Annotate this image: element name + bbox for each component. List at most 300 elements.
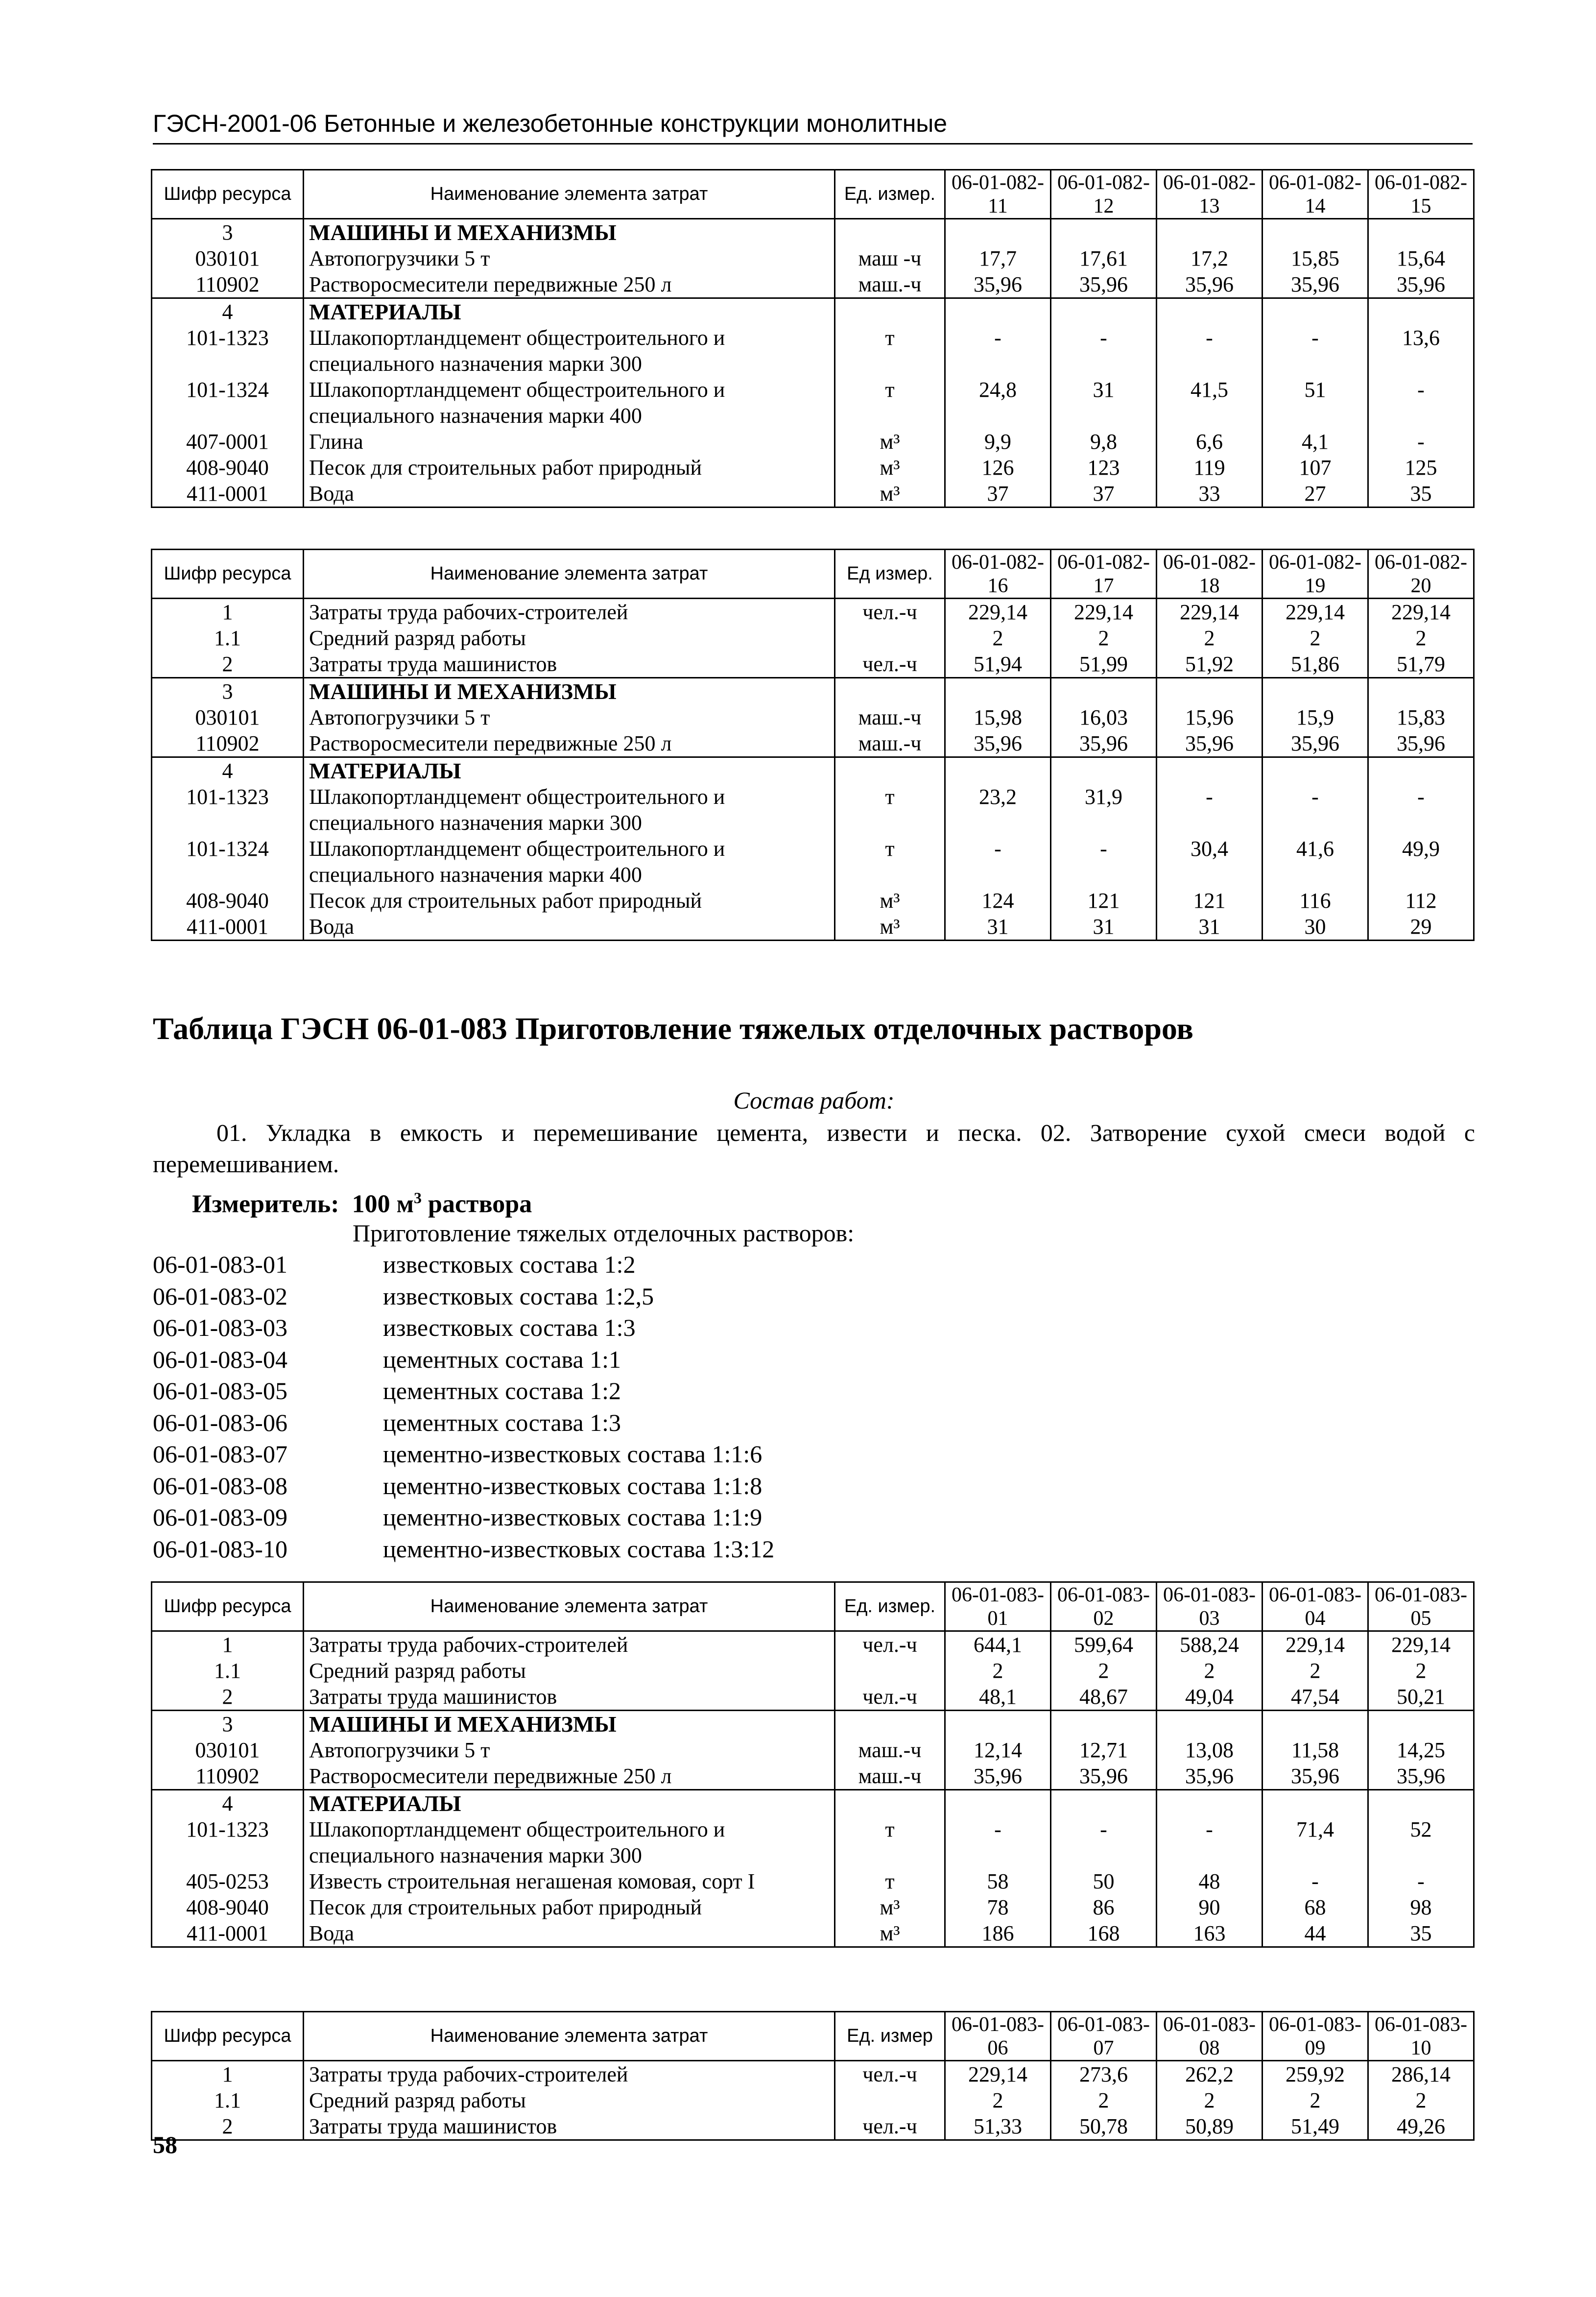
element-name: Вода (304, 914, 835, 941)
value-cell: 2 (1157, 1658, 1263, 1684)
value-cell: 50,89 (1157, 2113, 1263, 2140)
value-cell: 35 (1368, 481, 1474, 508)
section-row (152, 219, 1474, 246)
value-cell: 16,03 (1051, 704, 1157, 730)
unit-cell: м³ (835, 888, 945, 914)
value-cell: 47,54 (1263, 1684, 1368, 1711)
value-cell: 163 (1157, 1920, 1263, 1947)
value-cell: 17,61 (1051, 245, 1157, 271)
unit-cell: т (835, 325, 945, 377)
header-norm-code: 06-01-082-15 (1368, 170, 1474, 219)
unit-cell (835, 219, 945, 246)
unit-cell: м³ (835, 914, 945, 941)
unit-cell: маш.-ч (835, 730, 945, 757)
value-cell (1368, 757, 1474, 784)
value-cell: 51,49 (1263, 2113, 1368, 2140)
value-cell: 15,64 (1368, 245, 1474, 271)
value-cell: 31,9 (1051, 784, 1157, 836)
header-norm-code: 06-01-083-10 (1368, 2012, 1474, 2061)
unit-of-measure (192, 1182, 532, 1220)
list-item (153, 1407, 887, 1439)
unit-cell: чел.-ч (835, 2113, 945, 2140)
unit-cell (835, 1790, 945, 1817)
element-name: Шлакопортландцемент общестроительного и специального назначения марки 300 (304, 1816, 835, 1868)
value-cell: 4,1 (1263, 429, 1368, 455)
table-row (152, 2087, 1474, 2113)
value-cell: 30 (1263, 914, 1368, 941)
unit-cell: т (835, 784, 945, 836)
header-element-name: Наименование элемента затрат (304, 170, 835, 219)
value-cell: 35,96 (1368, 730, 1474, 757)
element-name: Шлакопортландцемент общестроительного и специального назначения марки 300 (304, 325, 835, 377)
table-row (152, 625, 1474, 651)
value-cell (1157, 1711, 1263, 1738)
resource-code: 2 (152, 651, 304, 678)
unit-cell (835, 757, 945, 784)
value-cell: 9,8 (1051, 429, 1157, 455)
value-cell: 262,2 (1157, 2061, 1263, 2088)
value-cell: 31 (945, 914, 1051, 941)
table-row (152, 1763, 1474, 1790)
header-resource-code: Шифр ресурса (152, 170, 304, 219)
value-cell: 35,96 (945, 271, 1051, 298)
header-norm-code: 06-01-082-13 (1157, 170, 1263, 219)
list-heading: Приготовление тяжелых отделочных растворов: (353, 1219, 855, 1247)
value-cell: 86 (1051, 1894, 1157, 1920)
table-row (152, 271, 1474, 298)
resource-code: 101-1324 (152, 836, 304, 888)
resource-code: 1.1 (152, 625, 304, 651)
list-item-code: 06-01-083-02 (153, 1282, 287, 1310)
element-name: Затраты труда рабочих-строителей (304, 599, 835, 626)
table-row (152, 1920, 1474, 1947)
list-item (153, 1312, 887, 1344)
value-cell: - (1368, 1868, 1474, 1894)
value-cell: 31 (1051, 377, 1157, 429)
table-row (152, 1894, 1474, 1920)
unit-cell (835, 678, 945, 705)
resource-code: 1.1 (152, 2087, 304, 2113)
meter-superscript: 3 (414, 1189, 422, 1207)
header-norm-code: 06-01-082-19 (1263, 550, 1368, 599)
value-cell: 12,14 (945, 1737, 1051, 1763)
section-row (152, 757, 1474, 784)
element-name: Автопогрузчики 5 т (304, 1737, 835, 1763)
table-row (152, 2113, 1474, 2140)
table-row (152, 784, 1474, 836)
list-item (153, 1470, 887, 1502)
value-cell: 15,98 (945, 704, 1051, 730)
list-item-code: 06-01-083-10 (153, 1535, 287, 1563)
value-cell (1157, 1790, 1263, 1817)
meter-suffix: раствора (422, 1190, 532, 1218)
resource-table-083-06-10 (151, 2011, 1475, 2141)
resource-table-082-11-15 (151, 169, 1475, 508)
unit-cell: т (835, 1816, 945, 1868)
resource-code: 411-0001 (152, 914, 304, 941)
unit-cell (835, 625, 945, 651)
value-cell: - (1368, 784, 1474, 836)
table-row (152, 651, 1474, 678)
unit-cell: м³ (835, 1920, 945, 1947)
list-item-text: известковых состава 1:2,5 (383, 1282, 654, 1310)
value-cell: 35 (1368, 1920, 1474, 1947)
value-cell (1263, 298, 1368, 325)
value-cell: 35,96 (1157, 1763, 1263, 1790)
value-cell: 17,7 (945, 245, 1051, 271)
element-name: Песок для строительных работ природный (304, 455, 835, 481)
value-cell: 24,8 (945, 377, 1051, 429)
resource-code: 2 (152, 1684, 304, 1711)
unit-cell (835, 2087, 945, 2113)
value-cell: - (945, 325, 1051, 377)
unit-cell (835, 1711, 945, 1738)
value-cell: 35,96 (945, 1763, 1051, 1790)
table-row (152, 245, 1474, 271)
resource-code: 3 (152, 219, 304, 246)
header-norm-code: 06-01-083-03 (1157, 1582, 1263, 1631)
value-cell: 78 (945, 1894, 1051, 1920)
value-cell: 2 (1368, 625, 1474, 651)
element-name: Средний разряд работы (304, 1658, 835, 1684)
value-cell: 68 (1263, 1894, 1368, 1920)
table-row (152, 2061, 1474, 2088)
element-name: Известь строительная негашеная комовая, сорт I (304, 1868, 835, 1894)
section-heading: МАШИНЫ И МЕХАНИЗМЫ (304, 1711, 835, 1738)
table-row (152, 325, 1474, 377)
list-item-code: 06-01-083-09 (153, 1503, 287, 1531)
element-name: Средний разряд работы (304, 2087, 835, 2113)
value-cell: 35,96 (945, 730, 1051, 757)
unit-cell (835, 298, 945, 325)
resource-code: 1.1 (152, 1658, 304, 1684)
value-cell (1368, 1790, 1474, 1817)
element-name: Затраты труда машинистов (304, 1684, 835, 1711)
value-cell: 121 (1157, 888, 1263, 914)
table-row (152, 481, 1474, 508)
resource-code: 4 (152, 1790, 304, 1817)
value-cell: 35,96 (1051, 271, 1157, 298)
list-item-text: известковых состава 1:2 (383, 1251, 636, 1278)
value-cell: 14,25 (1368, 1737, 1474, 1763)
unit-cell: маш.-ч (835, 1737, 945, 1763)
value-cell: - (945, 836, 1051, 888)
list-item-text: цементно-известковых состава 1:3:12 (383, 1535, 775, 1563)
value-cell: 35,96 (1051, 1763, 1157, 1790)
unit-cell: т (835, 836, 945, 888)
list-item-text: цементных состава 1:3 (383, 1408, 621, 1436)
value-cell: 2 (1263, 625, 1368, 651)
header-norm-code: 06-01-083-04 (1263, 1582, 1368, 1631)
value-cell: 98 (1368, 1894, 1474, 1920)
list-item (153, 1344, 887, 1376)
resource-code: 101-1323 (152, 1816, 304, 1868)
value-cell: - (945, 1816, 1051, 1868)
value-cell: 6,6 (1157, 429, 1263, 455)
value-cell: - (1263, 325, 1368, 377)
header-element-name: Наименование элемента затрат (304, 550, 835, 599)
value-cell: 119 (1157, 455, 1263, 481)
table-row (152, 1631, 1474, 1658)
value-cell (1368, 1711, 1474, 1738)
value-cell (1051, 1711, 1157, 1738)
value-cell: - (1157, 1816, 1263, 1868)
value-cell: 48,1 (945, 1684, 1051, 1711)
value-cell: 229,14 (945, 599, 1051, 626)
resource-code: 110902 (152, 271, 304, 298)
value-cell: - (1051, 325, 1157, 377)
list-item-code: 06-01-083-08 (153, 1472, 287, 1499)
value-cell: 107 (1263, 455, 1368, 481)
value-cell: 13,6 (1368, 325, 1474, 377)
element-name: Песок для строительных работ природный (304, 888, 835, 914)
value-cell: 49,9 (1368, 836, 1474, 888)
value-cell (1051, 678, 1157, 705)
unit-cell: чел.-ч (835, 599, 945, 626)
work-description: 01. Укладка в емкость и перемешивание цемента, извести и песка. 02. Затворение сухой смеси водой с перемешиванием. (153, 1119, 1475, 1178)
value-cell: 126 (945, 455, 1051, 481)
value-cell: 35,96 (1263, 1763, 1368, 1790)
value-cell: 2 (945, 2087, 1051, 2113)
table-row (152, 1737, 1474, 1763)
resource-code: 030101 (152, 704, 304, 730)
value-cell: 35,96 (1368, 1763, 1474, 1790)
table-row (152, 599, 1474, 626)
value-cell: 90 (1157, 1894, 1263, 1920)
table-row (152, 1816, 1474, 1868)
value-cell: 229,14 (1157, 599, 1263, 626)
element-name: Растворосмесители передвижные 250 л (304, 1763, 835, 1790)
value-cell: 51,79 (1368, 651, 1474, 678)
list-item-code: 06-01-083-04 (153, 1345, 287, 1373)
value-cell (1157, 219, 1263, 246)
list-item-text: цементно-известковых состава 1:1:8 (383, 1472, 762, 1499)
value-cell: 644,1 (945, 1631, 1051, 1658)
value-cell: 286,14 (1368, 2061, 1474, 2088)
value-cell: 588,24 (1157, 1631, 1263, 1658)
value-cell: 51,33 (945, 2113, 1051, 2140)
value-cell: 33 (1157, 481, 1263, 508)
value-cell: 37 (1051, 481, 1157, 508)
value-cell: 229,14 (1051, 599, 1157, 626)
value-cell: 229,14 (945, 2061, 1051, 2088)
element-name: Шлакопортландцемент общестроительного и специального назначения марки 400 (304, 377, 835, 429)
value-cell (1368, 219, 1474, 246)
unit-cell: чел.-ч (835, 1684, 945, 1711)
element-name: Растворосмесители передвижные 250 л (304, 271, 835, 298)
element-name: Глина (304, 429, 835, 455)
value-cell: 31 (1051, 914, 1157, 941)
value-cell (1051, 1790, 1157, 1817)
section-heading: МАТЕРИАЛЫ (304, 1790, 835, 1817)
value-cell: 15,96 (1157, 704, 1263, 730)
value-cell: 51,86 (1263, 651, 1368, 678)
value-cell: 35,96 (1263, 271, 1368, 298)
list-item (153, 1281, 887, 1312)
list-item-text: цементно-известковых состава 1:1:6 (383, 1440, 762, 1468)
list-item-code: 06-01-083-07 (153, 1440, 287, 1468)
element-name: Автопогрузчики 5 т (304, 704, 835, 730)
page-number: 58 (153, 2131, 177, 2158)
value-cell: 229,14 (1263, 1631, 1368, 1658)
header-norm-code: 06-01-083-06 (945, 2012, 1051, 2061)
value-cell: 12,71 (1051, 1737, 1157, 1763)
value-cell: 9,9 (945, 429, 1051, 455)
value-cell: 11,58 (1263, 1737, 1368, 1763)
header-unit: Ед. измер (835, 2012, 945, 2061)
norm-code-list (153, 1249, 887, 1565)
value-cell: 41,5 (1157, 377, 1263, 429)
table-row (152, 429, 1474, 455)
unit-cell: м³ (835, 429, 945, 455)
value-cell (1368, 298, 1474, 325)
header-resource-code: Шифр ресурса (152, 2012, 304, 2061)
unit-cell: маш -ч (835, 245, 945, 271)
resource-code: 110902 (152, 1763, 304, 1790)
unit-cell: м³ (835, 481, 945, 508)
value-cell (945, 219, 1051, 246)
unit-cell: т (835, 1868, 945, 1894)
value-cell: 52 (1368, 1816, 1474, 1868)
value-cell: 23,2 (945, 784, 1051, 836)
value-cell: 15,85 (1263, 245, 1368, 271)
value-cell: 35,96 (1051, 730, 1157, 757)
value-cell: 35,96 (1368, 271, 1474, 298)
header-unit: Ед измер. (835, 550, 945, 599)
value-cell: - (1263, 1868, 1368, 1894)
table-row (152, 730, 1474, 757)
list-item (153, 1533, 887, 1565)
value-cell (1157, 757, 1263, 784)
value-cell: 2 (1368, 1658, 1474, 1684)
header-norm-code: 06-01-082-20 (1368, 550, 1474, 599)
table-row (152, 704, 1474, 730)
value-cell (1263, 219, 1368, 246)
resource-code: 101-1323 (152, 325, 304, 377)
header-norm-code: 06-01-083-07 (1051, 2012, 1157, 2061)
header-element-name: Наименование элемента затрат (304, 2012, 835, 2061)
resource-code: 407-0001 (152, 429, 304, 455)
resource-code: 405-0253 (152, 1868, 304, 1894)
value-cell: 229,14 (1368, 1631, 1474, 1658)
resource-code: 030101 (152, 1737, 304, 1763)
list-item-code: 06-01-083-03 (153, 1314, 287, 1341)
unit-cell: чел.-ч (835, 651, 945, 678)
resource-code: 2 (152, 2113, 304, 2140)
value-cell: 35,96 (1157, 271, 1263, 298)
value-cell: 2 (1157, 625, 1263, 651)
value-cell: 229,14 (1368, 599, 1474, 626)
resource-code: 4 (152, 757, 304, 784)
value-cell: 259,92 (1263, 2061, 1368, 2088)
value-cell (1368, 678, 1474, 705)
list-item-text: известковых состава 1:3 (383, 1314, 636, 1341)
resource-code: 408-9040 (152, 888, 304, 914)
list-item (153, 1438, 887, 1470)
table-row (152, 1658, 1474, 1684)
element-name: Средний разряд работы (304, 625, 835, 651)
value-cell: 49,26 (1368, 2113, 1474, 2140)
element-name: Затраты труда машинистов (304, 2113, 835, 2140)
resource-code: 411-0001 (152, 1920, 304, 1947)
header-norm-code: 06-01-082-14 (1263, 170, 1368, 219)
section-row (152, 678, 1474, 705)
value-cell: 168 (1051, 1920, 1157, 1947)
unit-cell: м³ (835, 455, 945, 481)
value-cell: - (1263, 784, 1368, 836)
list-item-text: цементно-известковых состава 1:1:9 (383, 1503, 762, 1531)
unit-cell: чел.-ч (835, 2061, 945, 2088)
value-cell: 51 (1263, 377, 1368, 429)
table-row (152, 1868, 1474, 1894)
resource-code: 411-0001 (152, 481, 304, 508)
resource-table-082-16-20 (151, 549, 1475, 941)
resource-code: 3 (152, 1711, 304, 1738)
value-cell: 15,83 (1368, 704, 1474, 730)
value-cell: 29 (1368, 914, 1474, 941)
resource-code: 110902 (152, 730, 304, 757)
resource-code: 408-9040 (152, 455, 304, 481)
value-cell (1263, 757, 1368, 784)
unit-cell: маш.-ч (835, 704, 945, 730)
value-cell: 2 (1051, 625, 1157, 651)
header-unit: Ед. измер. (835, 170, 945, 219)
value-cell: 27 (1263, 481, 1368, 508)
value-cell: 58 (945, 1868, 1051, 1894)
header-resource-code: Шифр ресурса (152, 550, 304, 599)
header-element-name: Наименование элемента затрат (304, 1582, 835, 1631)
section-title: Таблица ГЭСН 06-01-083 Приготовление тяжелых отделочных растворов (153, 1011, 1193, 1046)
value-cell: - (1157, 784, 1263, 836)
header-norm-code: 06-01-083-09 (1263, 2012, 1368, 2061)
list-item-code: 06-01-083-06 (153, 1408, 287, 1436)
resource-code: 1 (152, 599, 304, 626)
running-header: ГЭСН-2001-06 Бетонные и железобетонные конструкции монолитные (153, 109, 1473, 145)
element-name: Вода (304, 1920, 835, 1947)
value-cell: 116 (1263, 888, 1368, 914)
table-row (152, 888, 1474, 914)
value-cell: 51,99 (1051, 651, 1157, 678)
value-cell: 2 (1263, 1658, 1368, 1684)
element-name: Вода (304, 481, 835, 508)
header-norm-code: 06-01-083-02 (1051, 1582, 1157, 1631)
value-cell: 31 (1157, 914, 1263, 941)
value-cell (1051, 219, 1157, 246)
value-cell: 599,64 (1051, 1631, 1157, 1658)
value-cell: 49,04 (1157, 1684, 1263, 1711)
header-norm-code: 06-01-083-01 (945, 1582, 1051, 1631)
value-cell: 124 (945, 888, 1051, 914)
unit-cell (835, 1658, 945, 1684)
meter-label: Измеритель: (192, 1190, 339, 1218)
header-norm-code: 06-01-082-18 (1157, 550, 1263, 599)
header-norm-code: 06-01-082-12 (1051, 170, 1157, 219)
element-name: Затраты труда рабочих-строителей (304, 1631, 835, 1658)
resource-code: 101-1324 (152, 377, 304, 429)
value-cell: 13,08 (1157, 1737, 1263, 1763)
unit-cell: маш.-ч (835, 1763, 945, 1790)
section-heading: МАТЕРИАЛЫ (304, 298, 835, 325)
value-cell (945, 298, 1051, 325)
element-name: Песок для строительных работ природный (304, 1894, 835, 1920)
table-row (152, 377, 1474, 429)
table-row (152, 914, 1474, 941)
header-norm-code: 06-01-083-08 (1157, 2012, 1263, 2061)
value-cell: 50,78 (1051, 2113, 1157, 2140)
header-norm-code: 06-01-082-11 (945, 170, 1051, 219)
value-cell: 30,4 (1157, 836, 1263, 888)
section-heading: МАТЕРИАЛЫ (304, 757, 835, 784)
